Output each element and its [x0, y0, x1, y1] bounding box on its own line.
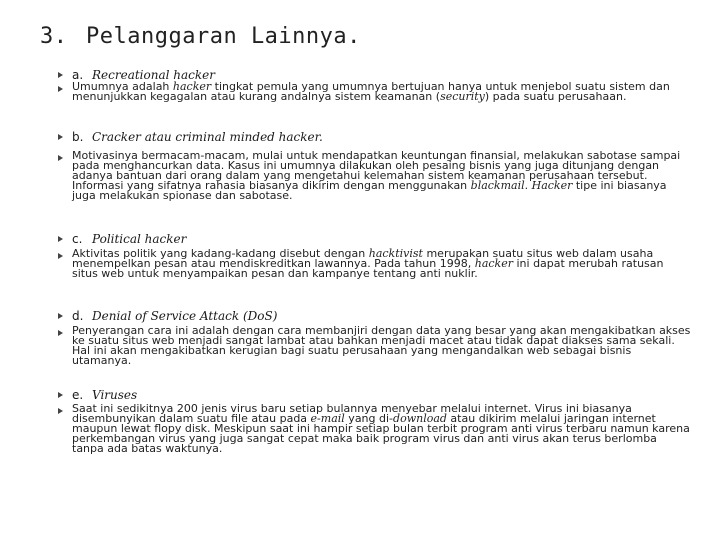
- text-run: atau dikirim melalui jaringan internet maupun lewat flopy disk. Meskipun saat ini hampir setiap bulan terbit program anti virus terbaru namun karena perkembangan virus yang juga sangat cepat maka baik program virus dan anti virus akan terus berlomba tanpa ada batas waktunya.: [72, 412, 690, 455]
- section-a-label: a.: [72, 68, 84, 82]
- section-b-body: [72, 151, 692, 201]
- bullet-icon: [58, 236, 63, 242]
- bullet-icon: [58, 253, 63, 259]
- section-d-body: [72, 326, 692, 366]
- text-run: ) pada suatu perusahaan.: [484, 90, 627, 103]
- text-run: Umumnya adalah: [72, 80, 173, 93]
- italic-term: e-mail: [310, 412, 345, 425]
- text-run: .: [524, 179, 532, 192]
- text-run: merupakan suatu situs web dalam usaha menempelkan pesan atau mendiskreditkan lawannya. Pada tahun 1998,: [72, 247, 654, 270]
- slide-title-number: 3.: [40, 24, 68, 49]
- text-run: yang di-: [344, 412, 394, 425]
- italic-term: hacker: [474, 257, 513, 270]
- italic-term: security: [440, 90, 485, 103]
- text-run: Saat ini sedikitnya 200 jenis virus baru setiap bulannya menyebar melalui internet. Virus ini biasanya disembunyikan dalam suatu file atau pada: [72, 402, 632, 425]
- bullet-icon: [58, 72, 63, 78]
- bullet-icon: [58, 155, 63, 161]
- bullet-icon: [58, 392, 63, 398]
- bullet-icon: [58, 330, 63, 336]
- section-e-body: [72, 404, 692, 454]
- italic-term: hacker: [172, 80, 212, 93]
- bullet-icon: [58, 134, 63, 140]
- section-d-title: Denial of Service Attack (DoS): [92, 309, 278, 323]
- bullet-icon: [58, 408, 63, 414]
- section-d-label: d.: [72, 309, 84, 323]
- italic-term: Hacker: [531, 179, 573, 192]
- section-e-label: e.: [72, 388, 84, 402]
- section-a-body: [72, 82, 692, 102]
- section-e-title: Viruses: [92, 388, 138, 402]
- italic-term: hacktivist: [368, 247, 423, 260]
- text-run: Penyerangan cara ini adalah dengan cara membanjiri dengan data yang besar yang akan mengakibatkan akses ke suatu situs web menjadi sangat lambat atau bahkan menjadi macet atau tidak dapat diakses sama sekali. Hal ini akan mengakibatkan kerugian bagi suatu perusahaan yang mengandalkan web sebagai bisnis utamanya.: [72, 324, 691, 367]
- section-a-title: Recreational hacker: [92, 68, 215, 82]
- section-c-heading: [72, 232, 186, 246]
- text-run: Aktivitas politik yang kadang-kadang disebut dengan: [72, 247, 369, 260]
- italic-term: download: [393, 412, 447, 425]
- bullet-icon: [58, 86, 63, 92]
- section-b-heading: [72, 130, 323, 144]
- slide-title-text: Pelanggaran Lainnya.: [86, 24, 361, 49]
- section-c-body: [72, 249, 692, 279]
- section-c-title: Political hacker: [92, 232, 187, 246]
- slide-title: [40, 24, 361, 49]
- bullet-icon: [58, 313, 63, 319]
- text-run: ini dapat merubah ratusan situs web untuk menyampaikan pesan dan kampanye tentang anti nuklir.: [72, 257, 664, 280]
- text-run: tingkat pemula yang umumnya bertujuan hanya untuk menjebol suatu sistem dan menunjukkan kegagalan atau kurang andalnya sistem keamanan (: [72, 80, 670, 103]
- text-run: Motivasinya bermacam-macam, mulai untuk mendapatkan keuntungan finansial, melakukan sabotase sampai pada menghancurkan data. Kasus ini umumnya dilakukan oleh pesaing bisnis yang juga ditunjang dengan adanya bantuan dari orang dalam yang mengetahui kelemahan sistem keamanan perusahaan tersebut. Informasi yang sifatnya rahasia biasanya dikirim dengan menggunakan: [72, 149, 681, 192]
- section-b-title: Cracker atau criminal minded hacker.: [92, 130, 323, 144]
- text-run: tipe ini biasanya juga melakukan spionase dan sabotase.: [72, 179, 667, 202]
- section-c-label: c.: [72, 232, 83, 246]
- section-d-heading: [72, 309, 277, 323]
- italic-term: blackmail: [470, 179, 525, 192]
- section-b-label: b.: [72, 130, 84, 144]
- section-e-heading: [72, 388, 137, 402]
